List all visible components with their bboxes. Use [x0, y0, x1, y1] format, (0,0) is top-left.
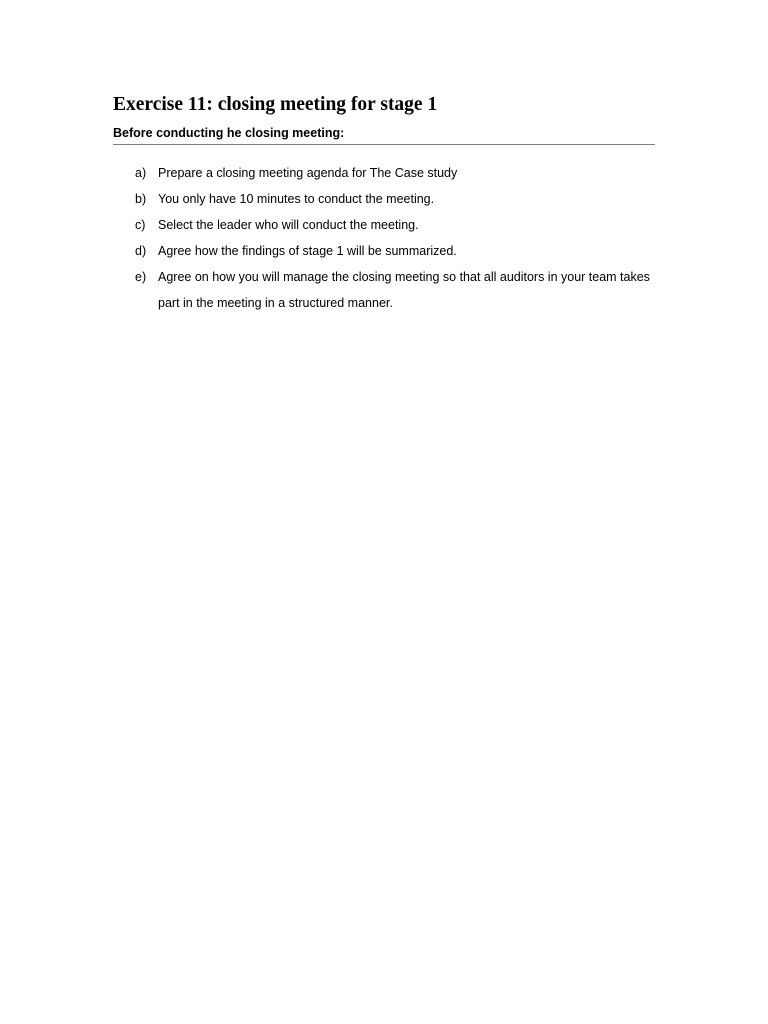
- list-marker: b): [135, 192, 147, 206]
- list-marker: d): [135, 244, 147, 258]
- list-marker: e): [135, 270, 147, 284]
- list-item-text: Agree on how you will manage the closing meeting so that all auditors in your team takes part in the meeting in a structured manner.: [158, 270, 650, 310]
- list-item-text: You only have 10 minutes to conduct the meeting.: [158, 192, 435, 206]
- list-item: [113, 238, 655, 264]
- list-item-text: Prepare a closing meeting agenda for The Case study: [158, 166, 458, 180]
- list-item: [113, 212, 655, 238]
- list-marker: a): [135, 166, 147, 180]
- section-subtitle: Before conducting he closing meeting:: [113, 126, 345, 140]
- list-item-text: Agree how the findings of stage 1 will be summarized.: [158, 244, 457, 258]
- heading-divider: [113, 144, 655, 145]
- list-item-text: Select the leader who will conduct the meeting.: [158, 218, 419, 232]
- document-title: Exercise 11: closing meeting for stage 1: [113, 94, 438, 115]
- list-item: [113, 160, 655, 186]
- list-marker: c): [135, 218, 146, 232]
- list-item: [113, 264, 655, 316]
- instruction-list: [113, 160, 655, 316]
- list-item: [113, 186, 655, 212]
